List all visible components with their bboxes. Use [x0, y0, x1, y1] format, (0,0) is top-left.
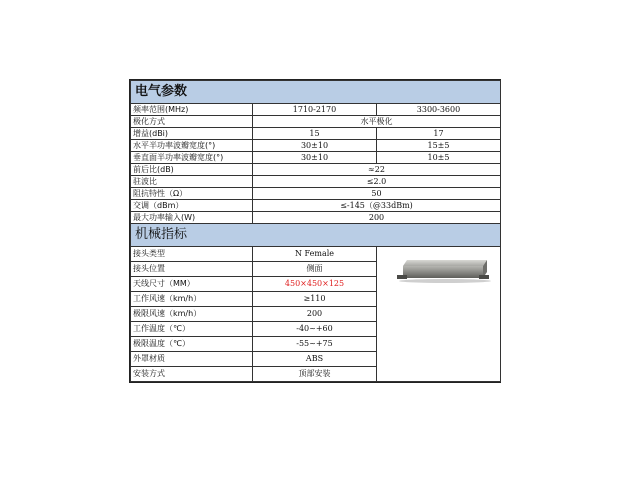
spec-value: 200 [253, 212, 501, 224]
spec-value: -55~+75 [253, 337, 377, 352]
spec-label: 工作风速（km/h） [131, 292, 253, 307]
spec-row-front-back [131, 164, 501, 176]
spec-label: 垂直面半功率波瓣宽度(°) [131, 152, 253, 164]
freq-band-2: 3300-3600 [377, 104, 501, 116]
spec-label: 外罩材质 [131, 352, 253, 367]
spec-label: 接头类型 [131, 247, 253, 262]
spec-value-band-1: 15 [253, 128, 377, 140]
spec-row-impedance [131, 188, 501, 200]
electrical-section-title: 电气参数 [131, 81, 501, 104]
spec-label: 驻波比 [131, 176, 253, 188]
spec-row-connector-type [131, 247, 501, 262]
spec-label: 接头位置 [131, 262, 253, 277]
spec-value: 50 [253, 188, 501, 200]
spec-label: 极限温度（℃） [131, 337, 253, 352]
antenna-product-photo [377, 247, 501, 375]
spec-value-band-2: 15±5 [377, 140, 501, 152]
spec-row-v-beamwidth [131, 152, 501, 164]
spec-value-band-1: 30±10 [253, 140, 377, 152]
spec-label: 水平半功率波瓣宽度(°) [131, 140, 253, 152]
spec-table [130, 80, 501, 382]
spec-row-polarization [131, 116, 501, 128]
spec-value: 水平极化 [253, 116, 501, 128]
spec-value: 200 [253, 307, 377, 322]
spec-value: ≤-145（@33dBm) [253, 200, 501, 212]
spec-label: 阻抗特性（Ω） [131, 188, 253, 200]
spec-value: N Female [253, 247, 377, 262]
spec-label: 增益(dBi) [131, 128, 253, 140]
freq-band-1: 1710-2170 [253, 104, 377, 116]
spec-value: ≥110 [253, 292, 377, 307]
spec-row-frequency [131, 104, 501, 116]
spec-row-max-power [131, 212, 501, 224]
spec-value: ABS [253, 352, 377, 367]
product-photo-wrap [377, 247, 500, 375]
spec-value-highlighted: 450×450×125 [253, 277, 377, 292]
spec-value-band-2: 17 [377, 128, 501, 140]
spec-label: 安装方式 [131, 367, 253, 382]
spec-label: 交调（dBm） [131, 200, 253, 212]
spec-row-intermod [131, 200, 501, 212]
spec-row-gain [131, 128, 501, 140]
spec-label: 极限风速（km/h） [131, 307, 253, 322]
product-photo-cell [377, 247, 501, 382]
spec-label: 工作温度（℃） [131, 322, 253, 337]
spec-label: 最大功率输入(W) [131, 212, 253, 224]
spec-value: ≤2.0 [253, 176, 501, 188]
spec-label: 极化方式 [131, 116, 253, 128]
spec-value-band-1: 30±10 [253, 152, 377, 164]
spec-label: 天线尺寸（MM） [131, 277, 253, 292]
spec-value: -40~+60 [253, 322, 377, 337]
spec-label: 前后比(dB) [131, 164, 253, 176]
spec-value: ≈22 [253, 164, 501, 176]
spec-row-h-beamwidth [131, 140, 501, 152]
spec-row-vswr [131, 176, 501, 188]
freq-label: 频率范围(MHz) [131, 104, 253, 116]
antenna-spec-sheet [129, 79, 501, 383]
spec-value-band-2: 10±5 [377, 152, 501, 164]
mechanical-section-title: 机械指标 [131, 224, 501, 247]
spec-value: 顶部安装 [253, 367, 377, 382]
spec-value: 侧面 [253, 262, 377, 277]
